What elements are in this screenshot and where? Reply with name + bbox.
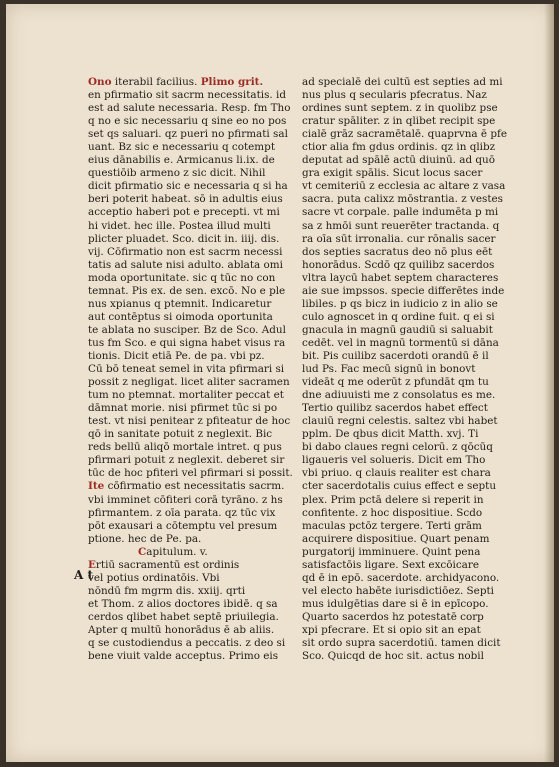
line-text: dne adiuuisti me z consolatus es me. — [302, 389, 496, 402]
text-line — [88, 363, 306, 376]
line-text: beri poterit habeat. sō in adultis eius — [88, 193, 283, 206]
line-text: dos septies sacratus deo nō plus eēt — [302, 245, 493, 258]
text-line — [302, 220, 524, 233]
text-line — [302, 480, 524, 493]
line-text: qd ē in epō. sacerdote. archidyacono. — [302, 571, 500, 584]
line-text: reds bellū aliqō mortale intret. q pus — [88, 441, 282, 454]
text-line — [88, 441, 306, 454]
line-text: satisfactōis ligare. Sext excōicare — [302, 558, 479, 571]
text-line — [88, 128, 306, 141]
line-text: hi videt. hec ille. Postea illud multi — [88, 219, 271, 232]
line-text: mus idulgētias dare si ē in epīcopo. — [302, 597, 489, 610]
line-text: xpi pfecrare. Et si opio sit an epat — [302, 623, 481, 636]
line-text: culo agnoscet in q ordine fuit. q ei si — [302, 310, 495, 323]
line-text: sa z hmōi sunt reuerēter tractanda. q — [302, 219, 500, 232]
left-text-column — [88, 76, 306, 663]
line-text: aie sue impssos. specie differētes inde — [302, 284, 505, 297]
line-text: dāmnat morie. nisi pfirmet tūc si po — [88, 402, 278, 415]
text-line — [88, 233, 306, 246]
line-text: dicit pfirmatio sic e necessaria q si ha — [88, 180, 288, 193]
text-line — [302, 376, 524, 389]
text-line — [302, 572, 524, 585]
text-line — [302, 193, 524, 206]
page-gutter-shadow — [544, 4, 554, 762]
line-text: te ablata no susciper. Bz de Sco. Adul — [88, 323, 286, 336]
line-text: eius dānabilis e. Armicanus li.ix. de — [88, 154, 275, 167]
text-line — [88, 102, 306, 115]
text-line — [88, 585, 306, 598]
line-text: questiōib armeno z sic dicit. Nihil — [88, 167, 266, 180]
line-text: tum no ptemnat. mortaliter peccat et — [88, 389, 284, 402]
line-text: tionis. Dicit etiā Pe. de pa. vbi pz. — [88, 349, 265, 362]
line-text: cialē grāz sacramētalē. quaprvna ē pfe — [302, 128, 507, 141]
text-line — [302, 206, 524, 219]
text-line — [88, 167, 306, 180]
text-line — [88, 389, 306, 402]
text-line — [302, 141, 524, 154]
text-line — [302, 285, 524, 298]
marginal-letter: A t — [74, 568, 94, 582]
line-text: en pfirmatio sit sacrm necessitatis. id — [88, 89, 286, 102]
line-text: bene viuit valde acceptus. Primo eis — [88, 650, 279, 663]
line-text: test. vt nisi penitear z pfiteatur de hoc — [88, 415, 291, 428]
line-text: plicter pluadet. Sco. dicit in. iiij. dis. — [88, 232, 280, 245]
line-text: gra exigit spālis. Sicut locus sacer — [302, 167, 483, 180]
text-line — [88, 546, 306, 559]
line-text: vltra laycū habet septem characteres — [302, 271, 499, 284]
text-line — [302, 89, 524, 102]
text-line — [88, 454, 306, 467]
line-text: bi dabo claues regni celorū. z qōcūq — [302, 441, 493, 454]
text-line — [88, 154, 306, 167]
text-line — [88, 350, 306, 363]
line-text: vij. Cōfirmatio non est sacrm necessi — [88, 245, 283, 258]
text-line — [302, 585, 524, 598]
line-text: tatis ad salute nisi adulto. ablata omi — [88, 258, 283, 271]
text-line — [302, 494, 524, 507]
text-line — [88, 428, 306, 441]
text-line — [88, 611, 306, 624]
text-line — [302, 115, 524, 128]
line-text: acceptio haberi pot e precepti. vt mi — [88, 206, 280, 219]
text-line — [302, 598, 524, 611]
line-text: pōt exausari a cōtemptu vel presum — [88, 519, 278, 532]
line-text: acquirere dispositiue. Quart penam — [302, 532, 490, 545]
text-line — [302, 415, 524, 428]
text-line — [302, 389, 524, 402]
text-line — [302, 454, 524, 467]
right-text-column — [302, 76, 524, 663]
line-text: sit ordo supra sacerdotiū. tamen dicit — [302, 637, 501, 650]
text-line — [302, 259, 524, 272]
line-text: vel electo habēte iurisdictiōez. Septi — [302, 584, 494, 597]
text-line — [302, 624, 524, 637]
text-line — [88, 624, 306, 637]
line-text: aut contēptus si oimoda oportunita — [88, 310, 273, 323]
line-text: ctior alia fm gdus ordinis. qz in qlibz — [302, 141, 496, 154]
line-text: moda oportunitate. sic q tūc no con — [88, 271, 276, 284]
text-line — [302, 428, 524, 441]
line-text: nus xpianus q ptemnit. Indicaretur — [88, 297, 272, 310]
line-text: pfirmantem. z oīa parata. qz tūc vix — [88, 506, 276, 519]
line-text: maculas pctōz tergere. Terti grām — [302, 519, 482, 532]
text-line — [88, 494, 306, 507]
text-line — [88, 89, 306, 102]
text-line — [88, 598, 306, 611]
text-line — [88, 572, 306, 585]
rubricated-initial: E — [88, 558, 96, 571]
rubricated-initial: Ono — [88, 76, 112, 88]
rubricated-initial: Ite — [88, 480, 105, 493]
line-text: lud Ps. Fac mecū signū in bonovt — [302, 363, 476, 376]
line-text: cratur spāliter. z in qlibet recipit spe — [302, 115, 496, 128]
line-text: bit. Pis cuilibz sacerdoti orandū ē il — [302, 349, 489, 362]
line-text: honorādus. Scdō qz quilibz sacerdos — [302, 258, 495, 271]
text-line — [88, 141, 306, 154]
text-line — [88, 507, 306, 520]
text-line — [88, 259, 306, 272]
text-line — [88, 285, 306, 298]
line-text: cter sacerdotalis cuius effect e septu — [302, 480, 497, 493]
text-line — [302, 520, 524, 533]
text-line — [88, 337, 306, 350]
line-text: ra oīa sūt irronalia. cur rōnalis sacer — [302, 232, 496, 245]
text-line — [302, 337, 524, 350]
text-line — [302, 402, 524, 415]
text-line — [302, 467, 524, 480]
text-line — [302, 650, 524, 663]
line-text: Apter q multū honorādus ē ab aliis. — [88, 623, 275, 636]
text-line — [302, 441, 524, 454]
text-line — [302, 233, 524, 246]
line-text: Cū bō teneat semel in vita pfirmari si — [88, 363, 285, 376]
line-text: ptione. hec de Pe. pa. — [88, 532, 202, 545]
line-text: ligaueris vel solueris. Dicit em Tho — [302, 454, 486, 467]
text-line — [302, 324, 524, 337]
text-line — [88, 311, 306, 324]
line-text: sacre vt corpale. palle indumēta p mi — [302, 206, 499, 219]
text-line — [88, 559, 306, 572]
text-line — [302, 180, 524, 193]
line-text: est ad salute necessaria. Resp. fm Tho — [88, 102, 291, 115]
line-text: sacra. puta calixz mōstrantia. z vestes — [302, 193, 503, 206]
line-text: libiles. p qs bicz in iudicio z in alio se — [302, 297, 498, 310]
text-line — [88, 415, 306, 428]
text-line — [302, 507, 524, 520]
text-line — [88, 467, 306, 480]
text-line — [88, 115, 306, 128]
text-line — [88, 402, 306, 415]
line-text: Sco. Quicqd de hoc sit. actus nobil — [302, 650, 484, 663]
line-text: plex. Prim pctā delere si reperit in — [302, 493, 484, 506]
line-text: q no e sic necessariu q sine eo no pos — [88, 115, 287, 128]
line-text: uant. Bz sic e necessariu q cotempt — [88, 141, 275, 154]
line-text: possit z negligat. licet aliter sacramen — [88, 376, 290, 389]
text-line — [302, 246, 524, 259]
line-text: gnacula in magnū gaudiū si saluabit — [302, 323, 493, 336]
line-text: et Thom. z alios doctores ibidē. q sa — [88, 597, 278, 610]
text-line — [302, 102, 524, 115]
line-text: qō in sanitate potuit z neglexit. Bic — [88, 428, 273, 441]
rubricated-word: Plimo grit. — [200, 76, 264, 88]
line-text: ad specialē dei cultū est septies ad mi — [302, 76, 503, 88]
text-line — [88, 533, 306, 546]
text-line — [302, 76, 524, 89]
text-line — [88, 376, 306, 389]
line-text: Tertio quilibz sacerdos habet effect — [302, 402, 488, 415]
line-text: iterabil facilius. — [111, 76, 201, 88]
line-text: pplm. De qbus dicit Matth. xvj. Ti — [302, 428, 479, 441]
text-line — [88, 193, 306, 206]
line-text: cōfirmatio est necessitatis sacrm. — [104, 480, 285, 493]
text-line — [302, 559, 524, 572]
rubricated-initial: C — [138, 545, 147, 558]
line-text: temnat. Pis ex. de sen. excō. No e ple — [88, 284, 286, 297]
text-line — [302, 611, 524, 624]
line-text: purgatorij imminuere. Quint pena — [302, 545, 481, 558]
text-line — [88, 206, 306, 219]
line-text: vel potius ordinatōis. Vbi — [88, 571, 220, 584]
text-line — [88, 324, 306, 337]
text-line — [302, 298, 524, 311]
line-text: Quarto sacerdos hz potestatē corp — [302, 610, 484, 623]
line-text: vbi priuo. q clauis realiter est chara — [302, 467, 491, 480]
line-text: apitulum. v. — [146, 545, 208, 558]
line-text: rtiū sacramentū est ordinis — [95, 558, 240, 571]
text-line — [88, 220, 306, 233]
text-line — [302, 533, 524, 546]
book-page — [6, 4, 554, 762]
text-line — [88, 76, 306, 89]
text-line — [302, 350, 524, 363]
text-line — [302, 546, 524, 559]
line-text: tūc de hoc pfiteri vel pfirmari si possit. — [88, 467, 293, 480]
line-text: cerdos qlibet habet septē priuilegia. — [88, 610, 279, 623]
text-line — [88, 298, 306, 311]
text-line — [88, 180, 306, 193]
line-text: cedēt. vel in magnū tormentū si dāna — [302, 336, 499, 349]
line-text: clauiū regni celestis. saltez vbi habet — [302, 415, 498, 428]
text-line — [302, 167, 524, 180]
text-line — [302, 311, 524, 324]
text-line — [88, 637, 306, 650]
text-line — [88, 246, 306, 259]
line-text: vt cemiteriū z ecclesia ac altare z vasa — [302, 180, 506, 193]
line-text: pfirmari potuit z neglexit. deberet sir — [88, 454, 285, 467]
text-line — [302, 154, 524, 167]
text-line — [88, 520, 306, 533]
line-text: set qs saluari. qz pueri no pfirmati sal — [88, 128, 288, 141]
line-text: confitente. z hoc dispositiue. Scdo — [302, 506, 483, 519]
text-line — [302, 272, 524, 285]
text-line — [302, 637, 524, 650]
line-text: nus plus q secularis pfecratus. Naz — [302, 89, 487, 102]
line-text: vbi imminet cōfiteri corā tyrāno. z hs — [88, 493, 283, 506]
line-text: q se custodiendus a peccatis. z deo si — [88, 637, 286, 650]
text-line — [302, 128, 524, 141]
text-line — [88, 272, 306, 285]
line-text: videāt q me oderūt z pfundāt qm tu — [302, 376, 489, 389]
text-line — [88, 650, 306, 663]
text-line — [302, 363, 524, 376]
line-text: tus fm Sco. e qui signa habet visus ra — [88, 336, 286, 349]
line-text: nōndū fm mgrm dis. xxiij. qrti — [88, 584, 246, 597]
line-text: ordines sunt septem. z in quolibz pse — [302, 102, 498, 115]
text-line — [88, 480, 306, 493]
line-text: deputat ad spālē actū diuinū. ad quō — [302, 154, 496, 167]
